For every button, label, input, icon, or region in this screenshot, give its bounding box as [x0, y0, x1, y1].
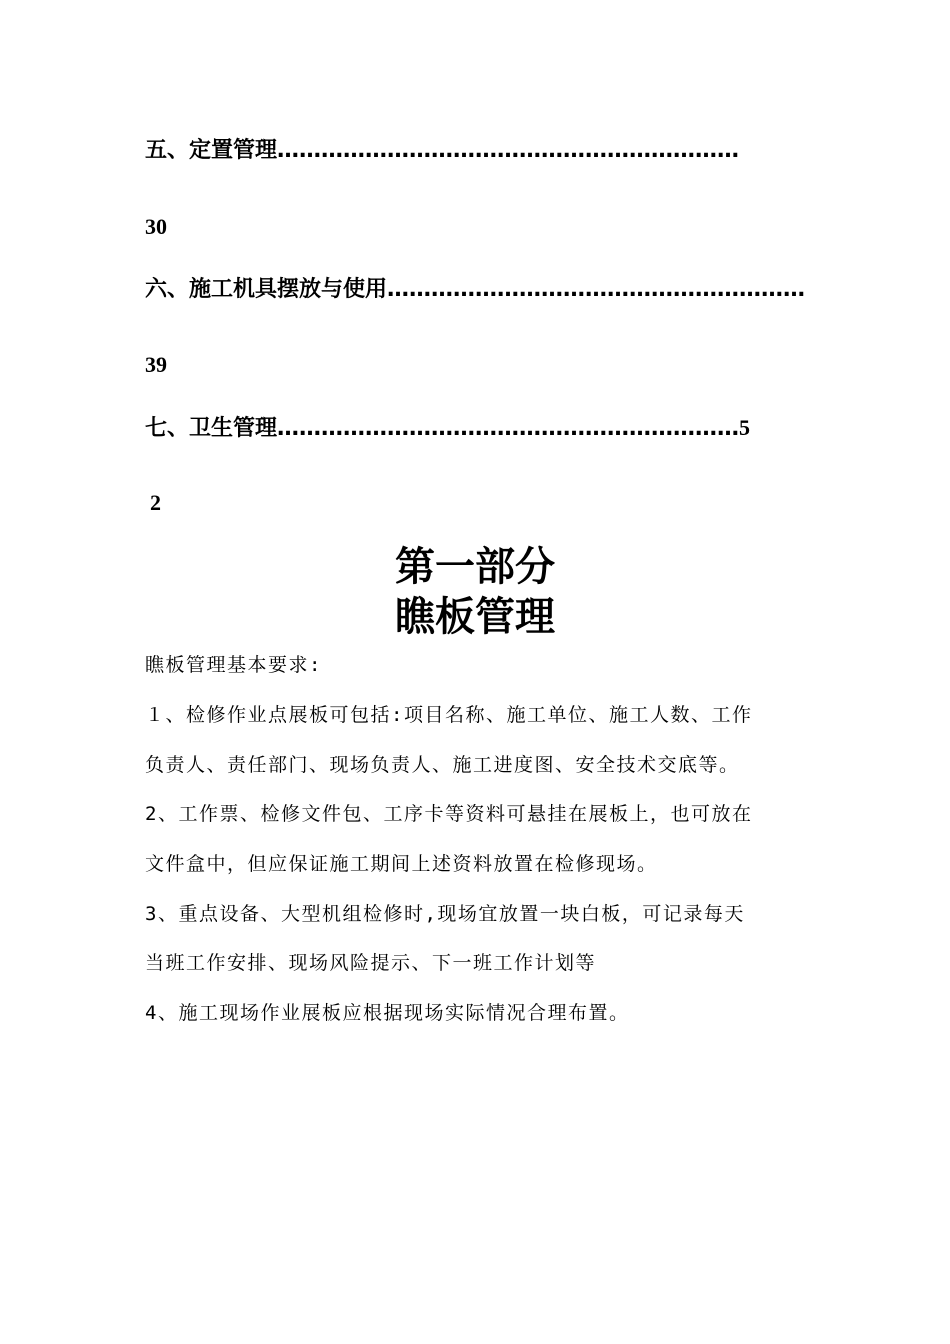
paragraph-line: 4、施工现场作业展板应根据现场实际情况合理布置。 — [145, 1002, 630, 1024]
toc-entry-title: 七、卫生管理 — [145, 416, 278, 441]
toc-entry-page: 2 — [150, 490, 161, 515]
paragraph-line: 负责人、责任部门、现场负责人、施工进度图、安全技术交底等。 — [145, 754, 740, 776]
toc-entry-title: 五、定置管理 — [145, 138, 278, 163]
part-title: 第一部分 — [395, 543, 555, 590]
toc-leader-dots: ………………………………………………… — [387, 277, 806, 302]
toc-entry-page-start: 5 — [739, 415, 751, 440]
paragraph-line: 文件盒中，但应保证施工期间上述资料放置在检修现场。 — [145, 853, 658, 875]
paragraph-line: 2、工作票、检修文件包、工序卡等资料可悬挂在展板上，也可放在 — [145, 803, 753, 825]
paragraph-line: １、检修作业点展板可包括:项目名称、施工单位、施工人数、工作 — [145, 704, 753, 726]
toc-entry-6[interactable] — [145, 276, 805, 304]
paragraph-line: 当班工作安排、现场风险提示、下一班工作计划等 — [145, 952, 597, 974]
toc-entry-5[interactable] — [145, 137, 739, 165]
toc-leader-dots: ……………………………………………………… — [277, 416, 740, 441]
paragraph-line: 3、重点设备、大型机组检修时,现场宜放置一块白板，可记录每天 — [145, 903, 745, 925]
toc-entry-7[interactable] — [145, 414, 750, 443]
toc-entry-page: 30 — [145, 214, 167, 239]
toc-leader-dots: ……………………………………………………… — [277, 138, 740, 163]
toc-entry-title: 六、施工机具摆放与使用 — [145, 277, 388, 302]
toc-entry-page: 39 — [145, 352, 167, 377]
intro-text: 瞧板管理基本要求: — [145, 654, 322, 676]
part-subtitle: 瞧板管理 — [395, 593, 555, 640]
